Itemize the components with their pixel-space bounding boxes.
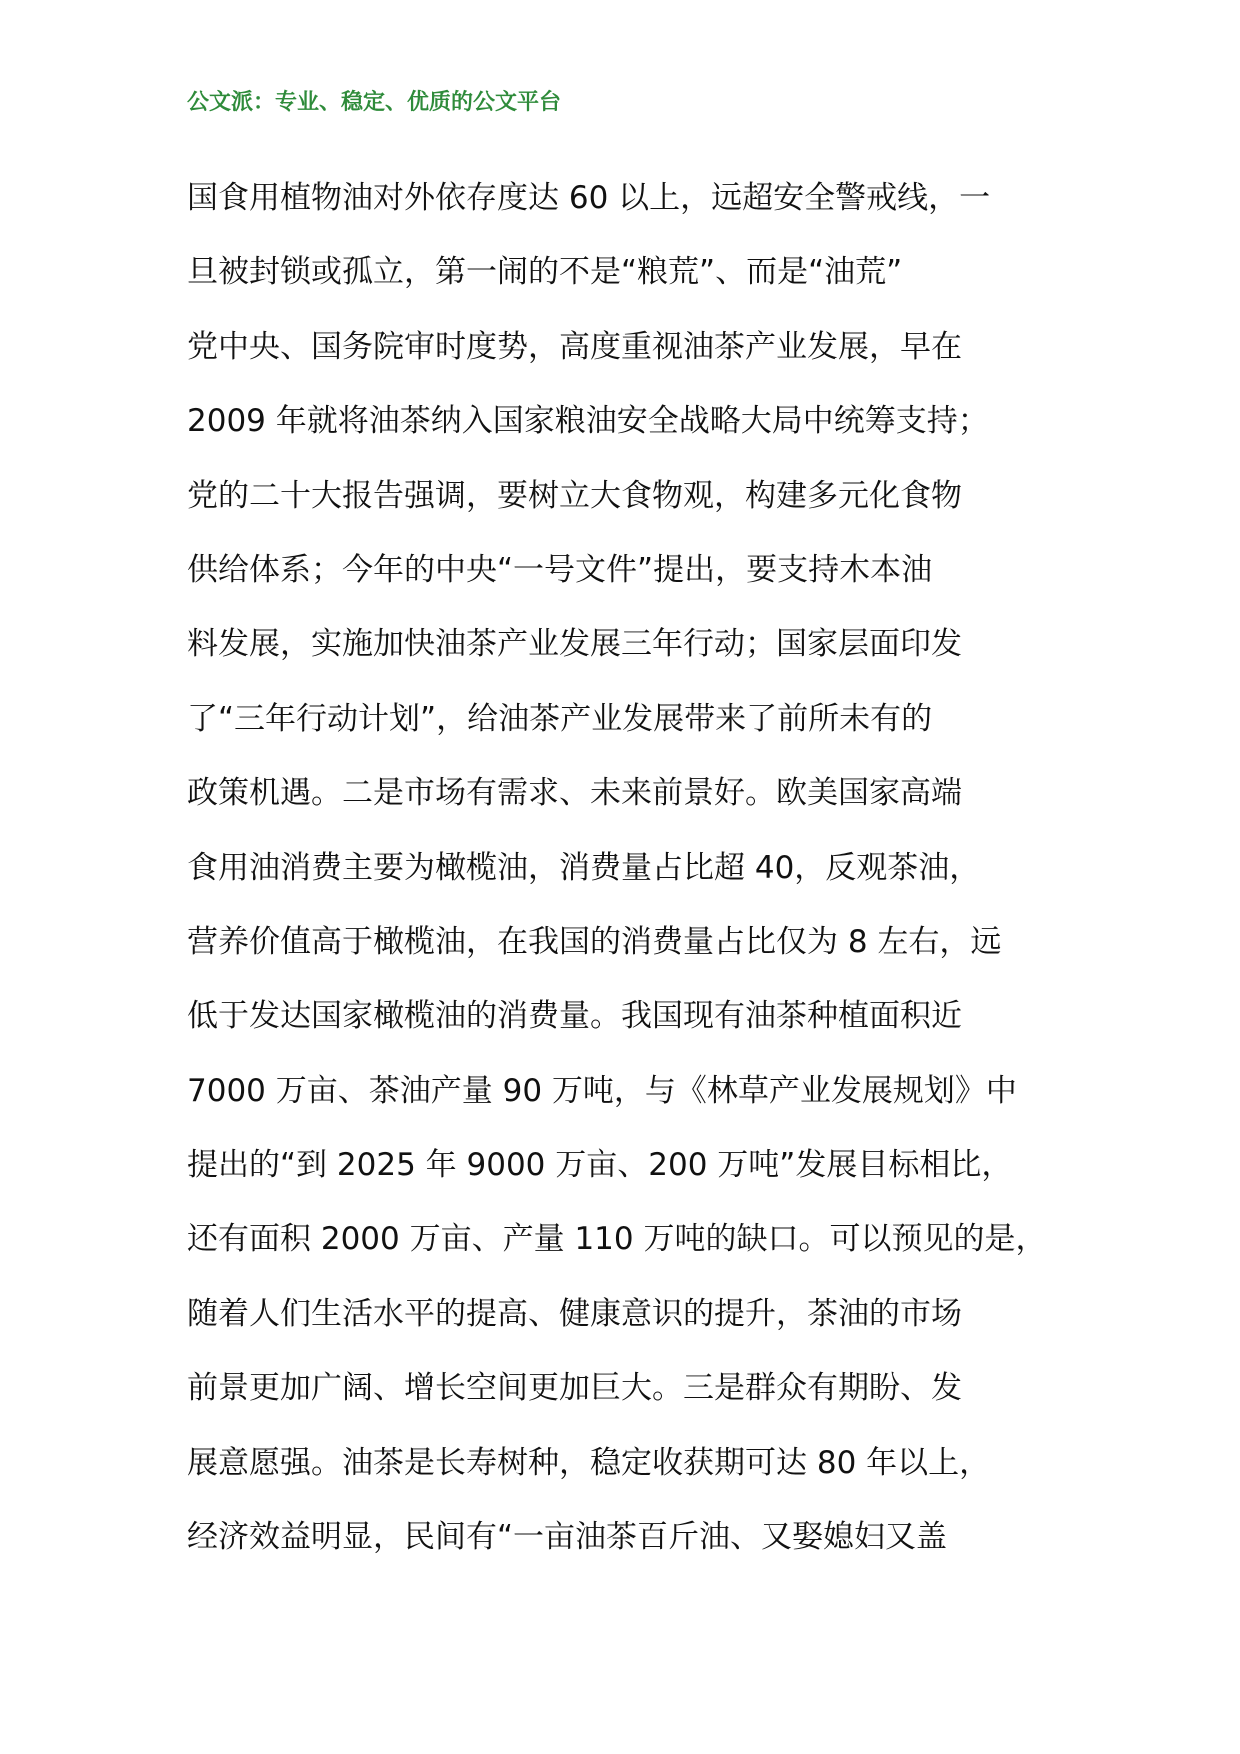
paragraph-line: 政策机遇。二是市场有需求、未来前景好。欧美国家高端	[187, 775, 962, 812]
header-slogan: 公文派：专业、稳定、优质的公文平台	[187, 89, 562, 115]
paragraph-line: 供给体系；今年的中央“一号文件”提出，要支持木本油	[187, 551, 933, 588]
body-text	[187, 172, 1067, 1585]
paragraph-line: 还有面积 2000 万亩、产量 110 万吨的缺口。可以预见的是，	[187, 1221, 1047, 1258]
paragraph-line: 7000 万亩、茶油产量 90 万吨，与《林草产业发展规划》中	[187, 1072, 1017, 1109]
paragraph-line: 党的二十大报告强调，要树立大食物观，构建多元化食物	[187, 477, 962, 514]
paragraph-line: 展意愿强。油茶是长寿树种，稳定收获期可达 80 年以上，	[187, 1444, 991, 1481]
paragraph-line: 经济效益明显，民间有“一亩油茶百斤油、又娶媳妇又盖	[187, 1519, 948, 1556]
paragraph-line: 提出的“到 2025 年 9000 万亩、200 万吨”发展目标相比，	[187, 1147, 1013, 1184]
paragraph-line: 料发展，实施加快油茶产业发展三年行动；国家层面印发	[187, 626, 962, 663]
paragraph-line: 党中央、国务院审时度势，高度重视油茶产业发展，早在	[187, 328, 962, 365]
paragraph-line: 随着人们生活水平的提高、健康意识的提升，茶油的市场	[187, 1295, 962, 1332]
paragraph-line: 低于发达国家橄榄油的消费量。我国现有油茶种植面积近	[187, 998, 962, 1035]
paragraph-line: 2009 年就将油茶纳入国家粮油安全战略大局中统筹支持；	[187, 403, 989, 440]
paragraph-line: 了“三年行动计划”，给油茶产业发展带来了前所未有的	[187, 700, 933, 737]
paragraph-line: 食用油消费主要为橄榄油，消费量占比超 40，反观茶油，	[187, 849, 981, 886]
paragraph-line: 国食用植物油对外依存度达 60 以上，远超安全警戒线，一	[187, 180, 991, 216]
paragraph-line: 营养价值高于橄榄油，在我国的消费量占比仅为 8 左右，远	[187, 923, 1002, 960]
paragraph-line: 旦被封锁或孤立，第一闹的不是“粮荒”、而是“油荒”	[187, 254, 903, 291]
paragraph-line: 前景更加广阔、增长空间更加巨大。三是群众有期盼、发	[187, 1370, 962, 1407]
